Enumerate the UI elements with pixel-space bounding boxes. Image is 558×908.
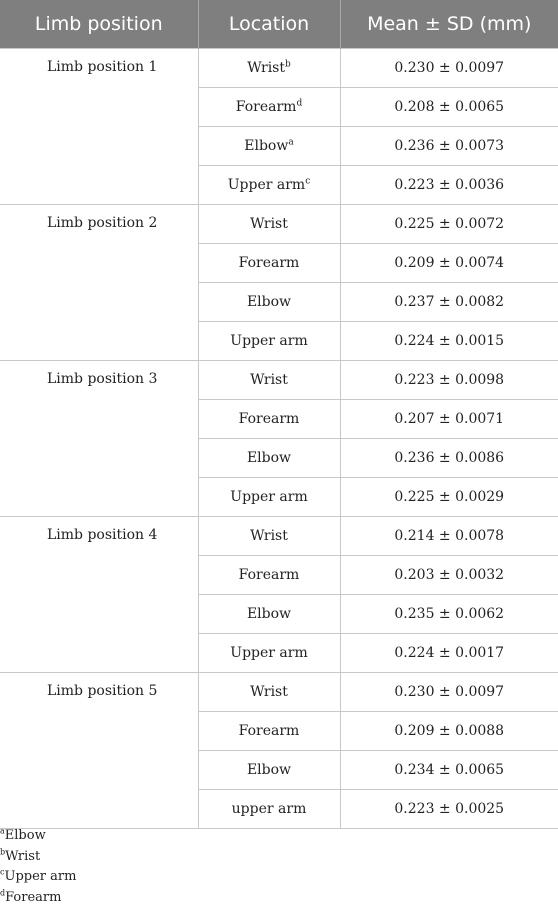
location-cell (198, 400, 340, 439)
location-label: Upper arm (230, 333, 307, 349)
location-label: Wrist (247, 60, 285, 76)
footnote-text: Upper arm (4, 869, 76, 884)
location-label: Forearm (239, 567, 300, 583)
location-cell (198, 517, 340, 556)
footnote-marker: b (285, 59, 291, 69)
location-label: Elbow (247, 294, 291, 310)
location-cell (198, 205, 340, 244)
mean-sd-cell: 0.225 ± 0.0029 (340, 478, 558, 517)
location-cell (198, 439, 340, 478)
location-label: Forearm (239, 723, 300, 739)
location-cell (198, 634, 340, 673)
location-label: Upper arm (228, 177, 305, 193)
location-label: Forearm (236, 99, 297, 115)
location-label: Forearm (239, 255, 300, 271)
mean-sd-cell: 0.235 ± 0.0062 (340, 595, 558, 634)
location-cell (198, 790, 340, 829)
mean-sd-cell: 0.223 ± 0.0098 (340, 361, 558, 400)
footnote-text: Elbow (5, 828, 46, 843)
location-cell (198, 166, 340, 205)
header-row (0, 0, 558, 49)
header-location: Location (198, 0, 340, 49)
mean-sd-cell: 0.214 ± 0.0078 (340, 517, 558, 556)
header-mean-sd: Mean ± SD (mm) (340, 0, 558, 49)
mean-sd-cell: 0.234 ± 0.0065 (340, 751, 558, 790)
location-label: Upper arm (230, 645, 307, 661)
location-label: Elbow (247, 762, 291, 778)
footnote-mark: a (0, 827, 5, 836)
location-label: Forearm (239, 411, 300, 427)
location-label: Upper arm (230, 489, 307, 505)
location-cell (198, 49, 340, 88)
footnote (0, 867, 76, 888)
mean-sd-cell: 0.230 ± 0.0097 (340, 673, 558, 712)
location-label: Wrist (250, 684, 288, 700)
footnote-mark: d (0, 888, 5, 897)
footnote (0, 847, 76, 868)
location-label: Elbow (244, 138, 288, 154)
limb-position-cell: Limb position 1 (0, 49, 198, 205)
mean-sd-cell: 0.225 ± 0.0072 (340, 205, 558, 244)
footnote-text: Forearm (5, 890, 61, 905)
location-cell (198, 478, 340, 517)
table-body (0, 49, 558, 829)
mean-sd-cell: 0.223 ± 0.0036 (340, 166, 558, 205)
limb-position-cell: Limb position 2 (0, 205, 198, 361)
mean-sd-cell: 0.236 ± 0.0073 (340, 127, 558, 166)
location-label: Elbow (247, 450, 291, 466)
footnote-marker: d (296, 98, 302, 108)
table-row (0, 361, 558, 400)
mean-sd-cell: 0.224 ± 0.0017 (340, 634, 558, 673)
limb-position-cell: Limb position 3 (0, 361, 198, 517)
footnote-mark: b (0, 847, 5, 856)
mean-sd-cell: 0.209 ± 0.0088 (340, 712, 558, 751)
location-label: Wrist (250, 372, 288, 388)
mean-sd-cell: 0.209 ± 0.0074 (340, 244, 558, 283)
location-cell (198, 556, 340, 595)
mean-sd-cell: 0.237 ± 0.0082 (340, 283, 558, 322)
location-label: Wrist (250, 216, 288, 232)
mean-sd-cell: 0.223 ± 0.0025 (340, 790, 558, 829)
table-row (0, 49, 558, 88)
location-cell (198, 283, 340, 322)
table-row (0, 673, 558, 712)
location-cell (198, 673, 340, 712)
footnote-marker: c (305, 176, 310, 186)
footnotes (0, 826, 76, 908)
limb-position-cell: Limb position 5 (0, 673, 198, 829)
footnote-mark: c (0, 868, 4, 877)
footnote (0, 888, 76, 908)
footnote (0, 826, 76, 847)
mean-sd-cell: 0.230 ± 0.0097 (340, 49, 558, 88)
mean-sd-cell: 0.203 ± 0.0032 (340, 556, 558, 595)
location-label: upper arm (232, 801, 307, 817)
location-cell (198, 88, 340, 127)
mean-sd-cell: 0.208 ± 0.0065 (340, 88, 558, 127)
footnote-marker: a (288, 137, 293, 147)
table-row (0, 205, 558, 244)
location-label: Wrist (250, 528, 288, 544)
location-cell (198, 322, 340, 361)
location-cell (198, 595, 340, 634)
mean-sd-cell: 0.236 ± 0.0086 (340, 439, 558, 478)
header-limb-position: Limb position (0, 0, 198, 49)
location-cell (198, 751, 340, 790)
location-cell (198, 127, 340, 166)
limb-position-cell: Limb position 4 (0, 517, 198, 673)
mean-sd-cell: 0.207 ± 0.0071 (340, 400, 558, 439)
location-label: Elbow (247, 606, 291, 622)
table-row (0, 517, 558, 556)
location-cell (198, 244, 340, 283)
footnote-text: Wrist (5, 849, 40, 864)
location-cell (198, 361, 340, 400)
mean-sd-cell: 0.224 ± 0.0015 (340, 322, 558, 361)
location-cell (198, 712, 340, 751)
